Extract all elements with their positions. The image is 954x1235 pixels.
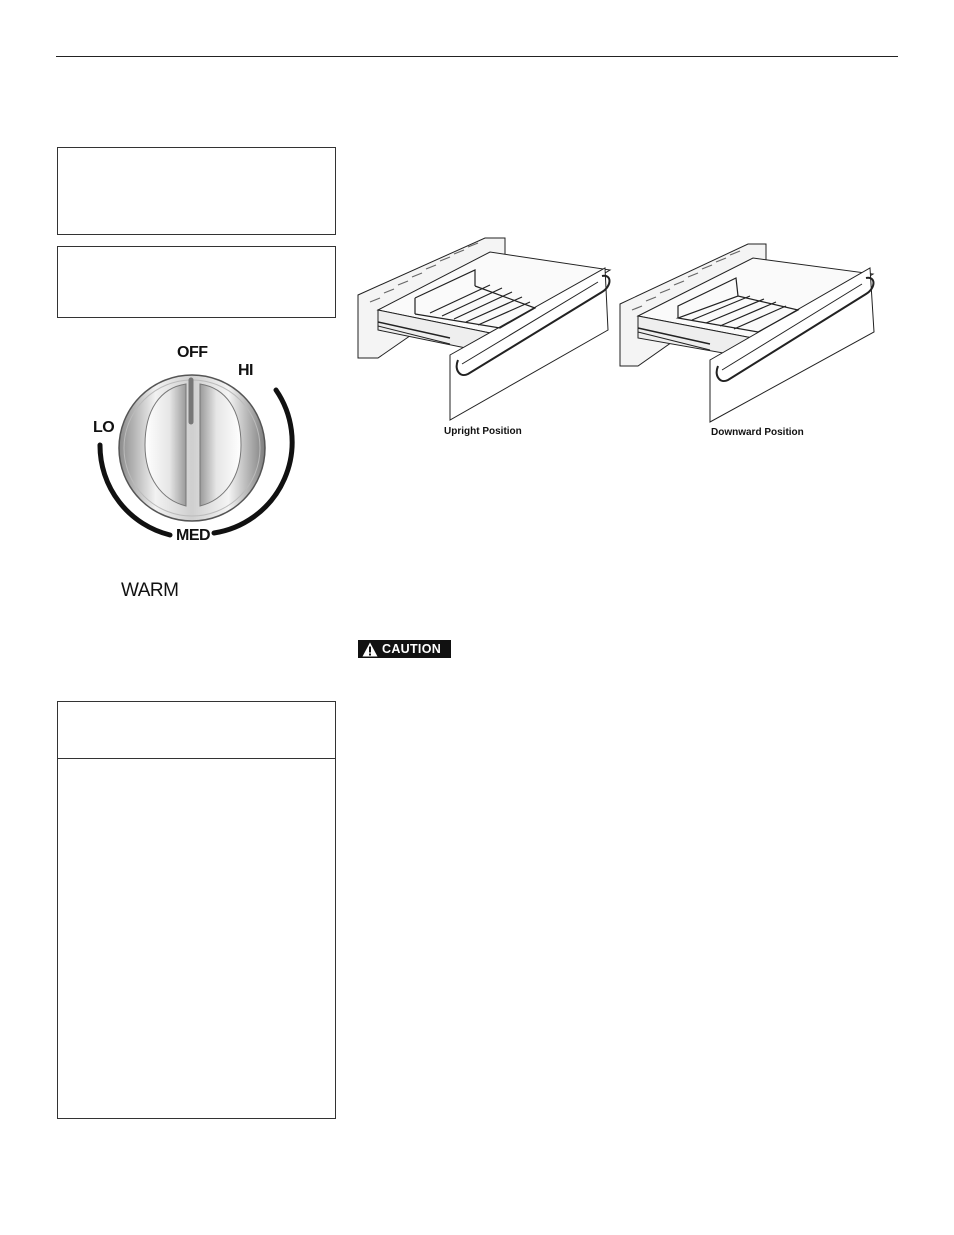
info-box-bottom-header [58, 702, 335, 759]
warning-triangle-icon [362, 642, 378, 657]
dial-label-lo: LO [93, 419, 115, 436]
warming-drawer-illustrations [350, 230, 890, 430]
caution-badge [358, 640, 451, 658]
warm-label: WARM [121, 580, 179, 601]
caption-upright-position: Upright Position [444, 426, 522, 437]
info-box-bottom [57, 701, 336, 1119]
drawer-downward-illustration [620, 244, 874, 422]
warmer-control-knob[interactable] [90, 360, 300, 550]
top-rule [56, 56, 898, 57]
info-box-middle [57, 246, 336, 318]
drawer-upright-illustration [358, 238, 610, 420]
caution-label: CAUTION [382, 642, 442, 656]
dial-label-off: OFF [177, 344, 208, 361]
caption-downward-position: Downward Position [711, 427, 804, 438]
dial-label-med: MED [176, 527, 211, 544]
info-box-top [57, 147, 336, 235]
dial-label-hi: HI [238, 362, 253, 379]
